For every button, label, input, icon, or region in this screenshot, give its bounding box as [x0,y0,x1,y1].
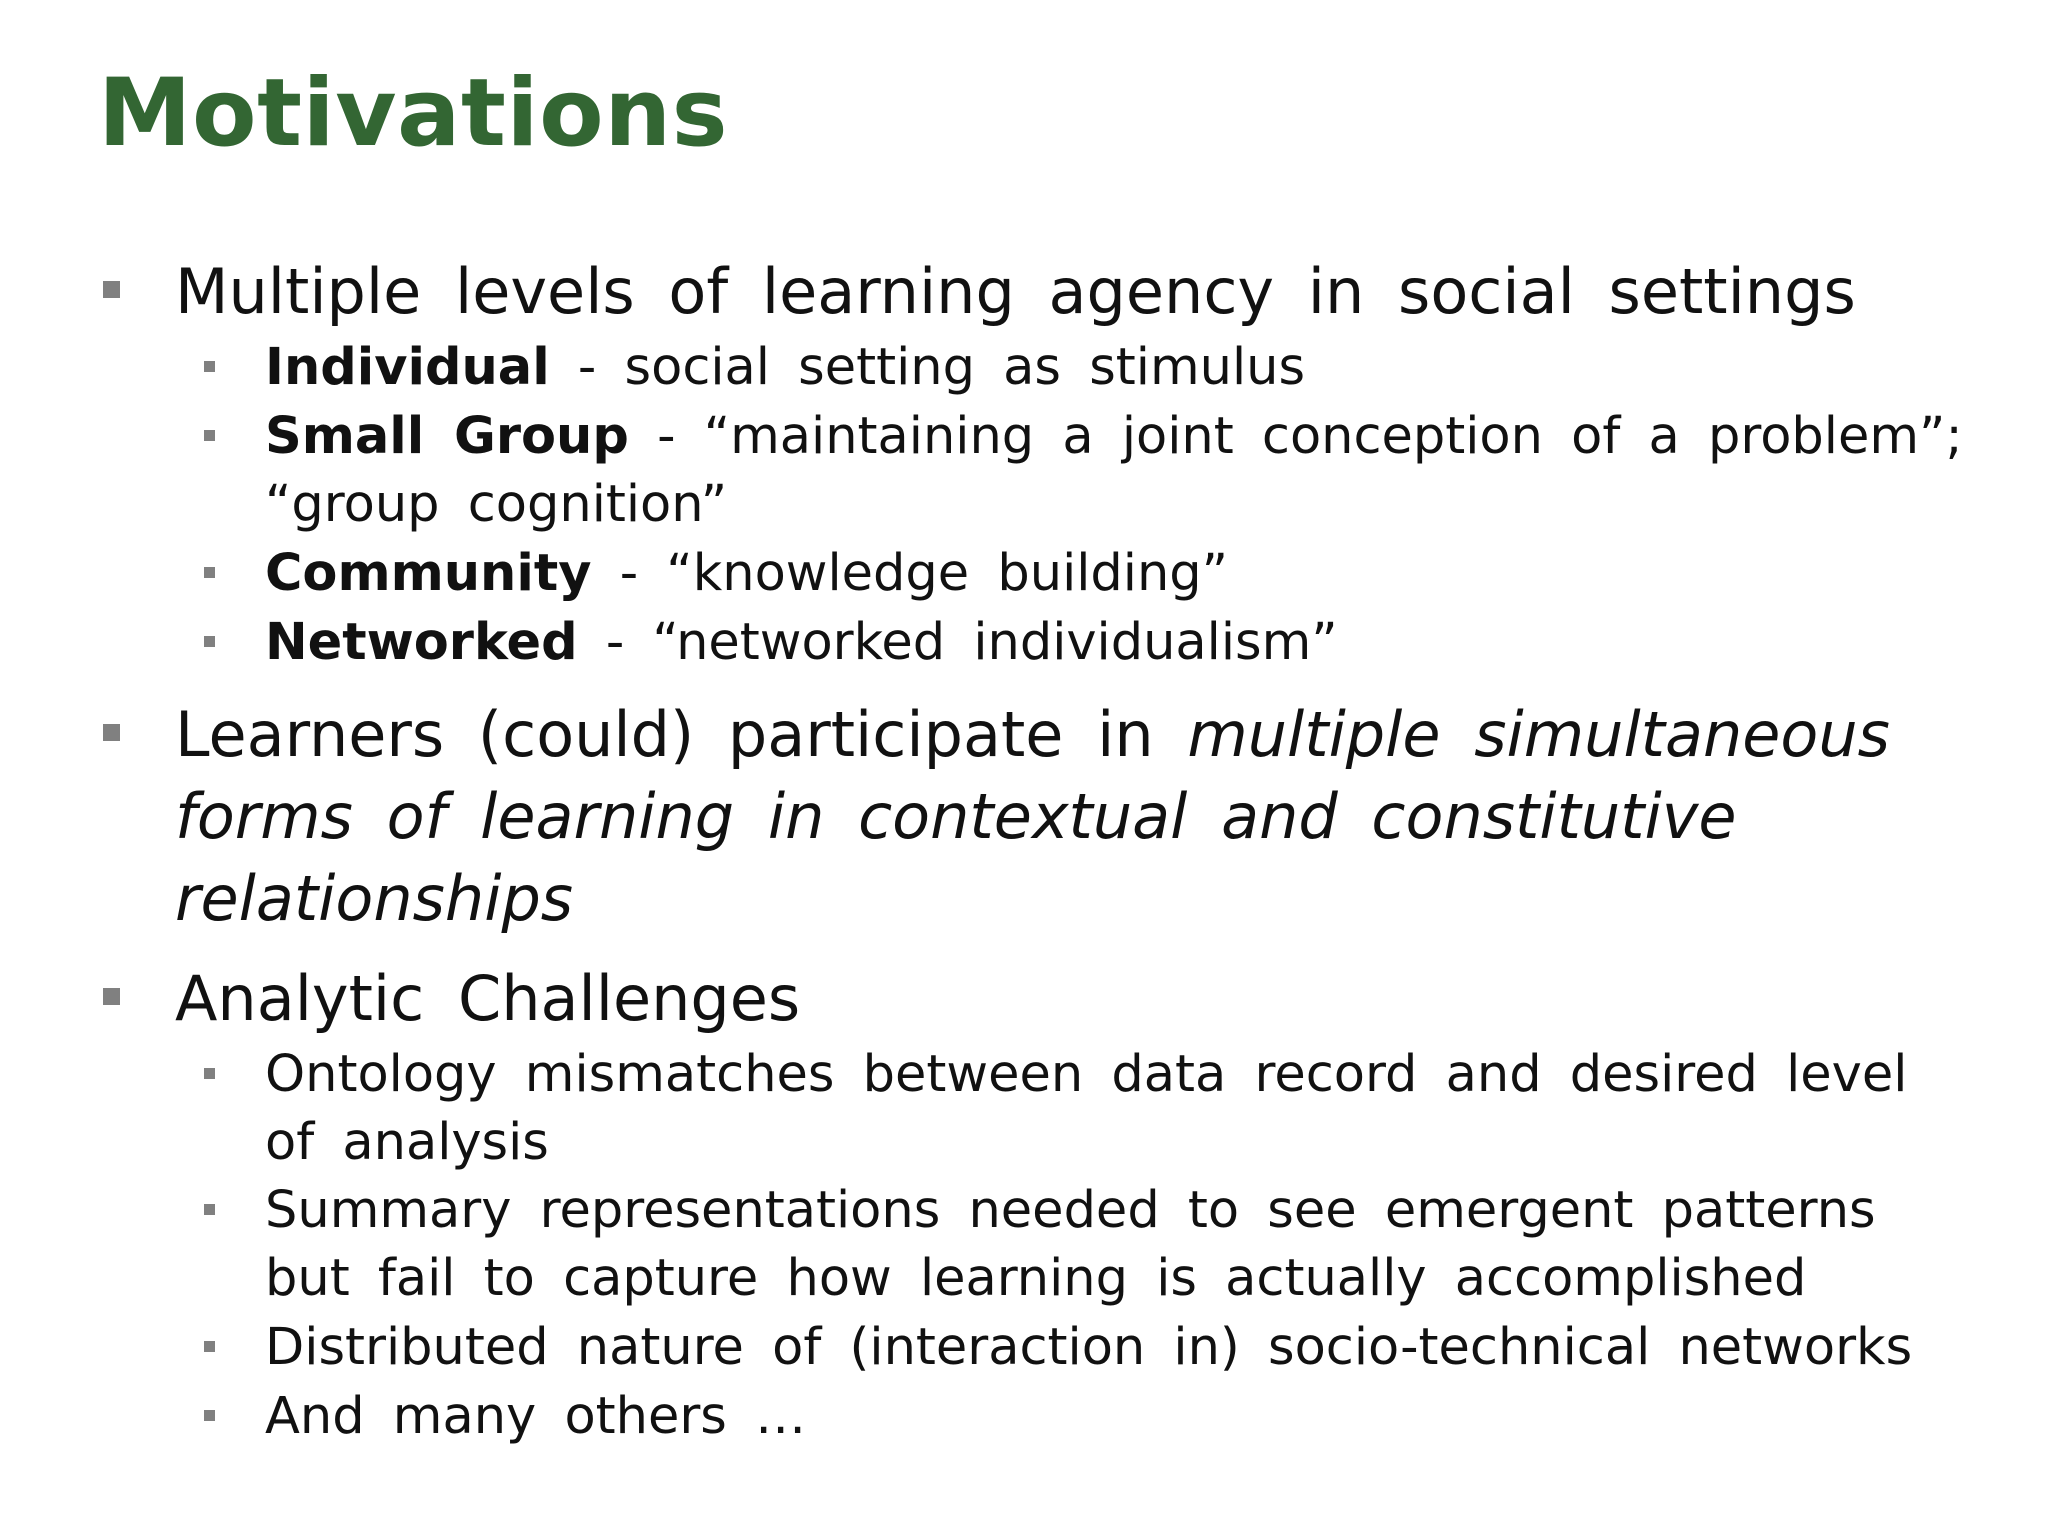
bullet-learners [175,694,1890,776]
desc-networked: - “networked individualism” [577,613,1338,672]
bullet-square-icon [103,988,120,1005]
bullet-multiple-levels: Multiple levels of learning agency in social settings [175,255,1856,328]
sub-bullet-square-icon [204,361,215,372]
bullet-square-icon [103,724,120,741]
term-networked: Networked [265,613,578,672]
term-community: Community [265,544,592,603]
sub-bullet-square-icon [204,430,215,441]
sub-bullet-square-icon [204,1068,215,1079]
learners-plain-text: Learners (could) participate in [175,698,1188,771]
sub-bullet-square-icon [204,1341,215,1352]
bullet-learners-cont-2: relationships [175,862,574,935]
sub-bullet-summary-cont: but fail to capture how learning is actually accomplished [265,1249,1807,1308]
sub-bullet-summary: Summary representations needed to see emergent patterns [265,1181,1876,1240]
sub-bullet-ontology: Ontology mismatches between data record and desired level [265,1045,1908,1104]
desc-small-group: - “maintaining a joint conception of a problem”; [628,407,1963,466]
bullet-square-icon [103,281,120,298]
bullet-analytic-challenges: Analytic Challenges [175,962,801,1035]
term-small-group: Small Group [265,407,629,466]
slide-title: Motivations [98,59,729,168]
sub-bullet-individual [265,334,1305,402]
sub-bullet-small-group-cont: “group cognition” [265,475,728,534]
bullet-learners-cont-1: forms of learning in contextual and constitutive [175,780,1737,853]
sub-bullet-networked [265,609,1338,677]
sub-bullet-distributed: Distributed nature of (interaction in) socio-technical networks [265,1318,1913,1377]
sub-bullet-small-group [265,403,1963,471]
sub-bullet-ontology-cont: of analysis [265,1113,549,1172]
desc-individual: - social setting as stimulus [549,338,1306,397]
desc-community: - “knowledge building” [591,544,1229,603]
sub-bullet-square-icon [204,636,215,647]
term-individual: Individual [265,338,550,397]
sub-bullet-square-icon [204,1410,215,1421]
sub-bullet-many-others: And many others … [265,1387,807,1446]
sub-bullet-square-icon [204,1204,215,1215]
sub-bullet-square-icon [204,567,215,578]
sub-bullet-community [265,540,1228,608]
learners-italic-text: multiple simultaneous [1187,698,1890,771]
